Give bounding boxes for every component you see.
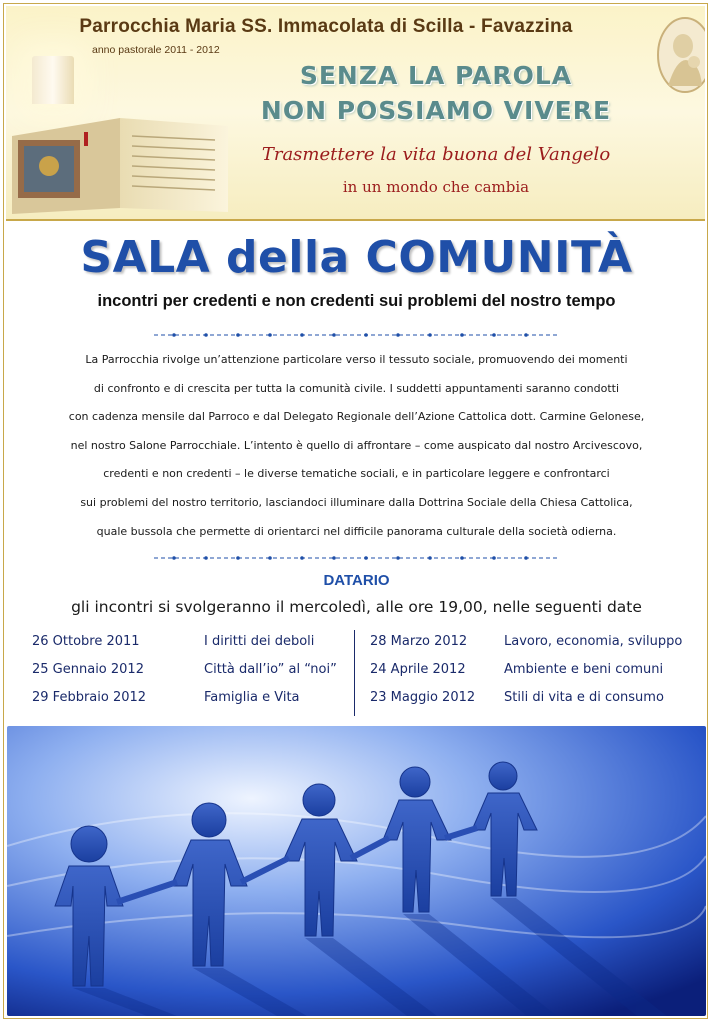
- tagline: incontri per credenti e non credenti sui problemi del nostro tempo: [97, 292, 616, 310]
- event-date: 28 Marzo 2012: [370, 634, 468, 649]
- paper-people-image: [7, 726, 706, 1016]
- column-separator: [354, 630, 355, 716]
- poster-page: [3, 3, 708, 1019]
- events-table: [4, 626, 708, 718]
- dotted-divider-bottom: [154, 547, 559, 555]
- event-date: 23 Maggio 2012: [370, 690, 476, 705]
- event-topic: Città dall’io” al “noi”: [204, 662, 337, 677]
- madonna-medallion-icon: [656, 16, 705, 94]
- intro-line: La Parrocchia rivolge un’attenzione particolare verso il tessuto sociale, promuovendo dei momenti: [85, 353, 628, 366]
- event-topic: Lavoro, economia, sviluppo: [504, 634, 683, 649]
- open-book-image: [10, 96, 230, 216]
- banner-title-line-1: SENZA LA PAROLA: [299, 61, 573, 90]
- intro-line: quale bussola che permette di orientarci nel difficile panorama culturale della società odierna.: [96, 524, 617, 538]
- event-topic: Stili di vita e di consumo: [504, 690, 664, 705]
- banner-subtitle-line-2: in un mondo che cambia: [342, 178, 530, 196]
- intro-line: credenti e non credenti – le diverse tematiche sociali, e in particolare leggere e confrontarci: [103, 467, 610, 481]
- event-date: 29 Febbraio 2012: [32, 690, 147, 705]
- intro-line: sui problemi del nostro territorio, lasciandoci illuminare dalla Dottrina Sociale della Chiesa Cattolica,: [80, 495, 633, 509]
- header-banner: [6, 6, 705, 221]
- intro-paragraph: [44, 346, 669, 546]
- event-topic: I diritti dei deboli: [204, 634, 315, 649]
- dotted-divider-top: [154, 324, 559, 332]
- banner-subtitle-line-1: Trasmettere la vita buona del Vangelo: [261, 144, 611, 165]
- schedule-text: gli incontri si svolgeranno il mercoledì, alle ore 19,00, nelle seguenti date: [71, 598, 642, 616]
- event-topic: Ambiente e beni comuni: [504, 662, 664, 677]
- banner-title-line-2: NON POSSIAMO VIVERE: [260, 96, 612, 125]
- event-date: 25 Gennaio 2012: [32, 662, 144, 677]
- event-date: 26 Ottobre 2011: [32, 634, 140, 649]
- parish-name: Parrocchia Maria SS. Immacolata di Scilla - Favazzina: [79, 16, 573, 37]
- intro-line: di confronto e di crescita per tutta la comunità civile. I suddetti appuntamenti saranno condotti: [93, 381, 620, 395]
- page-title: SALA della COMUNITÀ: [80, 232, 633, 283]
- datario-heading: DATARIO: [323, 572, 390, 589]
- pastoral-year: anno pastorale 2011 - 2012: [92, 44, 220, 56]
- intro-line: con cadenza mensile dal Parroco e dal Delegato Regionale dell’Azione Cattolica dott. Carmine Gelonese,: [68, 410, 645, 424]
- intro-line: nel nostro Salone Parrocchiale. L’intento è quello di affrontare – come auspicato dal nostro Arcivescovo,: [70, 438, 643, 452]
- event-date: 24 Aprile 2012: [370, 662, 466, 677]
- event-topic: Famiglia e Vita: [204, 690, 300, 705]
